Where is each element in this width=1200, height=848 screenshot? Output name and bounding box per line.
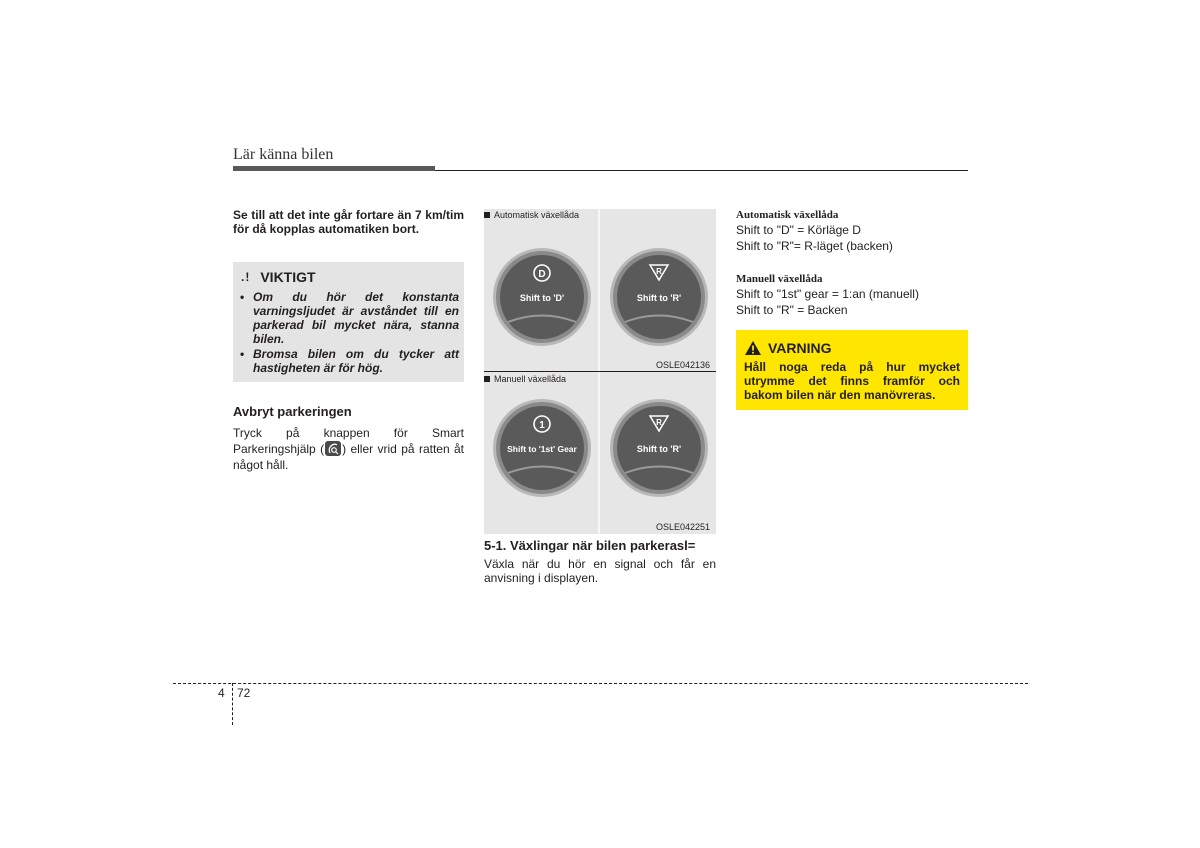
important-heading bbox=[241, 269, 316, 285]
figure-manual bbox=[484, 372, 716, 534]
cancel-section-text bbox=[233, 425, 464, 473]
chapter-number: 4 bbox=[218, 686, 225, 700]
gauge-text: Shift to 'D' bbox=[519, 293, 565, 303]
warning-box bbox=[736, 330, 968, 410]
intro-note: Se till att det inte går fortare än 7 km/tim för då kopplas automatiken bort. bbox=[233, 208, 464, 236]
cancel-section-title: Avbryt parkeringen bbox=[233, 404, 352, 419]
figure-separator bbox=[484, 371, 716, 372]
important-item: • Bromsa bilen om du tycker att hastigheten är för hög. bbox=[239, 347, 459, 375]
manual-gearbox-line: Shift to "1st" gear = 1:an (manuell) bbox=[736, 287, 919, 301]
important-item: • Om du hör det konstanta varningsljudet är avståndet till en parkerad bil mycket nära, stanna bilen. bbox=[239, 290, 459, 346]
figure-label-text: Automatisk växellåda bbox=[494, 210, 580, 220]
bullet-square-icon bbox=[484, 376, 490, 382]
figure-caption-text: Växla när du hör en signal och får en anvisning i displayen. bbox=[484, 557, 716, 585]
footer-divider bbox=[232, 683, 233, 725]
figure-label-automatic bbox=[484, 210, 579, 220]
figure-divider bbox=[598, 209, 600, 372]
gauge-shift-r-manual bbox=[604, 398, 714, 498]
figure-divider bbox=[598, 372, 600, 534]
figure-automatic bbox=[484, 209, 716, 372]
gauge-shift-1st bbox=[487, 398, 597, 498]
manual-gearbox-heading: Manuell växellåda bbox=[736, 273, 823, 285]
important-title: VIKTIGT bbox=[260, 269, 316, 285]
gauge-text: Shift to 'R' bbox=[636, 293, 682, 303]
warning-heading bbox=[744, 340, 832, 356]
gauge-text: Shift to 'R' bbox=[636, 444, 682, 454]
auto-gearbox-heading: Automatisk växellåda bbox=[736, 209, 839, 221]
figure-label-text: Manuell växellåda bbox=[494, 374, 567, 384]
warning-small-icon: .! bbox=[241, 270, 251, 284]
auto-gearbox-line: Shift to "R"= R-läget (backen) bbox=[736, 239, 893, 253]
gauge-symbol: R bbox=[656, 267, 662, 276]
parking-assist-icon bbox=[325, 441, 341, 456]
gauge-text: Shift to '1st' Gear bbox=[507, 444, 577, 454]
page-header-title: Lär känna bilen bbox=[233, 146, 334, 163]
auto-gearbox-line: Shift to "D" = Körläge D bbox=[736, 223, 861, 237]
footer-rule bbox=[173, 683, 1028, 684]
header-rule-accent bbox=[233, 166, 435, 171]
gauge-symbol: D bbox=[538, 269, 546, 280]
warning-title: VARNING bbox=[768, 340, 832, 356]
figure-label-manual bbox=[484, 374, 566, 384]
page-number: 72 bbox=[237, 686, 251, 700]
gauge-symbol: R bbox=[656, 418, 662, 427]
cancel-text-after: ) eller vrid på ratten åt något håll. bbox=[233, 442, 465, 472]
gauge-shift-d bbox=[487, 247, 597, 347]
figure-code-manual: OSLE042251 bbox=[656, 522, 711, 532]
bullet-square-icon bbox=[484, 212, 490, 218]
warning-triangle-icon bbox=[744, 340, 762, 356]
manual-gearbox-line: Shift to "R" = Backen bbox=[736, 303, 848, 317]
figure-code-automatic: OSLE042136 bbox=[656, 360, 711, 370]
cancel-text-before: Tryck på knappen för Smart Parkeringshjälp ( bbox=[233, 426, 464, 456]
gauge-symbol: 1 bbox=[539, 420, 545, 431]
important-list bbox=[239, 290, 459, 376]
warning-text: Håll noga reda på hur mycket utrymme det finns framför och bakom bilen när den manövreras. bbox=[744, 360, 960, 402]
gauge-shift-r-auto bbox=[604, 247, 714, 347]
important-box bbox=[233, 262, 464, 382]
figure-caption-title: 5-1. Växlingar när bilen parkerasl= bbox=[484, 538, 696, 553]
